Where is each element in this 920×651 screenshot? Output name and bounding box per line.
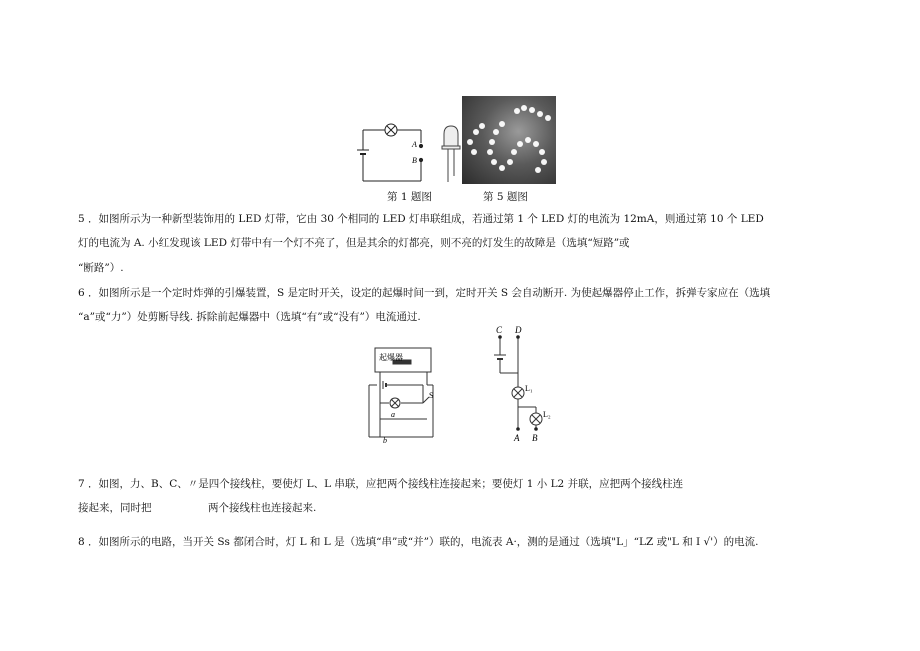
fig8-label-d: D	[515, 325, 522, 335]
figure-terminal-lamps-circuit	[490, 325, 560, 447]
q5-line-2: 灯的电流为 A. 小红发现该 LED 灯带中有一个灯不亮了，但是其余的灯都亮，则不亮的灯发生的故障是（选填“短路”或	[78, 237, 630, 249]
fig8-label-c: C	[496, 325, 503, 335]
figure-1-caption: 第 1 题图	[387, 191, 432, 203]
q8-line-1: 8 ．如图所示的电路，当开关 Ss 都闭合时，灯 L 和 L 是（选填“串”或“并”）联的，电流表 A·，测的是通过（选填"L」“LZ 或"L 和 I √'）的电流.	[78, 536, 759, 548]
fig8-label-l2: L₂	[543, 410, 551, 419]
figure-1-circuit	[355, 118, 435, 188]
q5-line-1: 5 ．如图所示为一种新型装饰用的 LED 灯带，它由 30 个相同的 LED 灯串联组成，若通过第 1 个 LED 灯的电流为 12mA，则通过第 10 个 LED	[78, 213, 764, 225]
q6-line-1: 6 ．如图所示是一个定时炸弹的引爆装置，S 是定时开关，设定的起爆时间一到，定时开关 S 会自动断开. 为使起爆器停止工作，拆弹专家应在（选填	[78, 287, 771, 299]
q7-line-2b: 两个接线柱也连接起来.	[208, 502, 317, 514]
fig8-label-b: B	[532, 433, 538, 443]
detonator-label: 起爆器	[379, 353, 403, 362]
q7-line-1: 7 ．如图，力、B、C、〃是四个接线柱，要使灯 L、L 串联，应把两个接线柱连接起来；要使灯 1 小 L2 并联，应把两个接线柱连	[78, 478, 684, 490]
figure-5-caption: 第 5 题图	[483, 191, 528, 203]
q6-line-2: “a”或“力”）处剪断导线. 拆除前起爆器中（选填“有”或“没有”）电流通过.	[78, 311, 421, 323]
q5-line-3: “断路”）.	[78, 262, 124, 274]
fig6-label-b: b	[383, 436, 387, 445]
fig1-label-a: A	[412, 140, 417, 149]
figure-6-detonator-circuit	[365, 345, 445, 445]
fig1-label-b: B	[412, 156, 417, 165]
fig6-label-a: a	[391, 410, 395, 419]
fig6-label-s: S	[429, 391, 434, 400]
q7-line-2a: 接起来，同时把	[78, 502, 152, 514]
fig8-label-a: A	[514, 433, 520, 443]
fig8-label-l1: L₁	[525, 384, 533, 393]
led-strip-photo	[462, 96, 556, 184]
